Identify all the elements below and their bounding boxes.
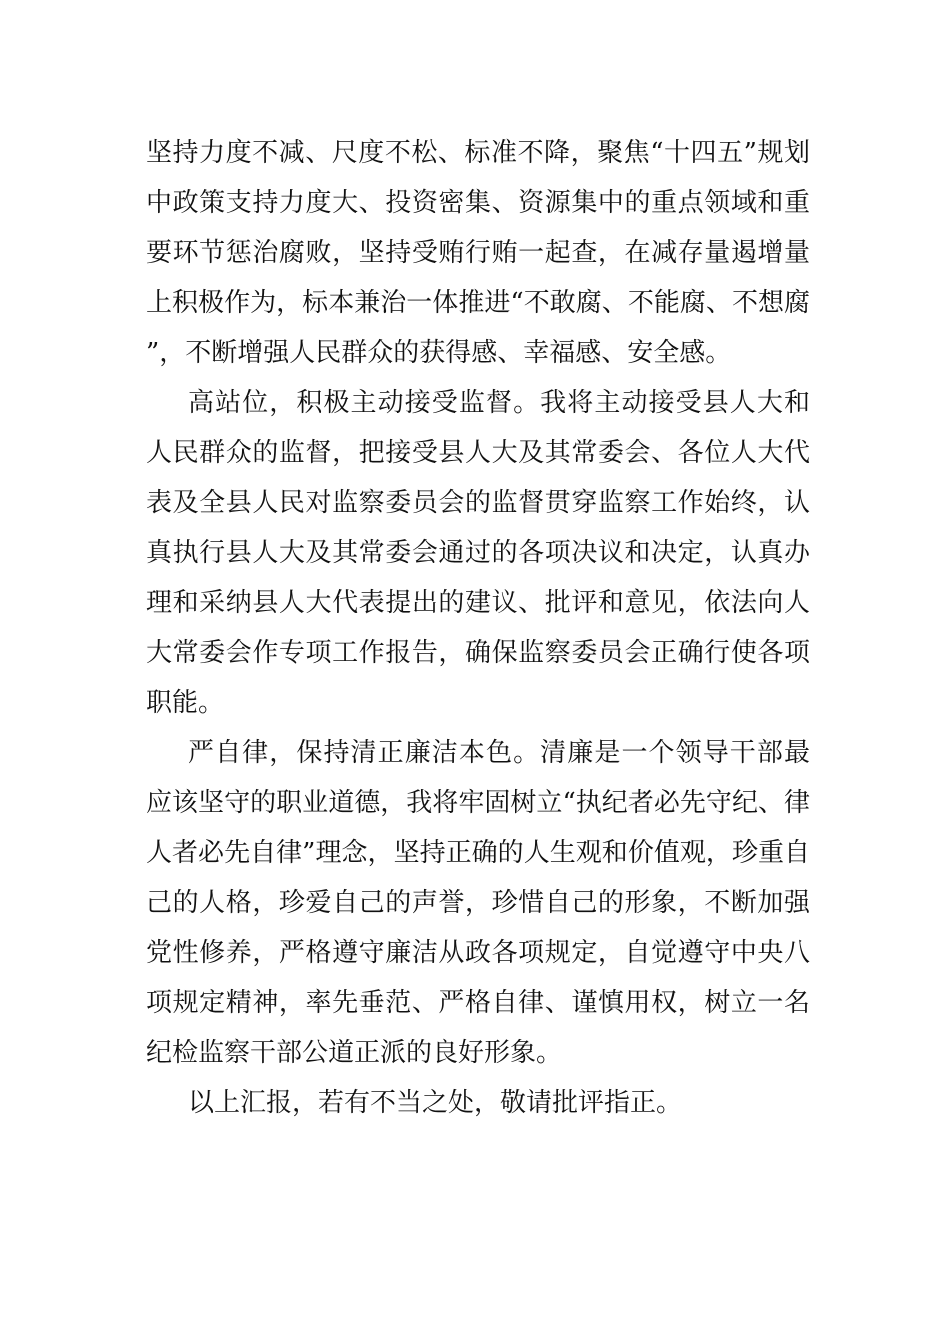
paragraph-accept-supervision: 高站位，积极主动接受监督。我将主动接受县人大和人民群众的监督，把接受县人大及其常委会、各位人大代表及全县人民对监察委员会的监督贯穿监察工作始终，认真执行县人大及其常委会通过的各项决议和决定，认真办理和采纳县人大代表提出的建议、批评和意见，依法向人大常委会作专项工作报告，确保监察委员会正确行使各项职能。	[146, 388, 810, 718]
paragraph-closing: 以上汇报，若有不当之处，敬请批评指正。	[188, 1088, 683, 1118]
paragraph-continuation: 坚持力度不减、尺度不松、标准不降，聚焦“十四五”规划中政策支持力度大、投资密集、资源集中的重点领域和重要环节惩治腐败，坚持受贿行贿一起查，在减存量遏增量上积极作为，标本兼治一体推进“不敢腐、不能腐、不想腐”，不断增强人民群众的获得感、幸福感、安全感。	[146, 138, 810, 368]
document-body	[146, 128, 810, 1128]
paragraph-self-discipline: 严自律，保持清正廉洁本色。清廉是一个领导干部最应该坚守的职业道德，我将牢固树立“执纪者必先守纪、律人者必先自律”理念，坚持正确的人生观和价值观，珍重自己的人格，珍爱自己的声誉，珍惜自己的形象，不断加强党性修养，严格遵守廉洁从政各项规定，自觉遵守中央八项规定精神，率先垂范、严格自律、谨慎用权，树立一名纪检监察干部公道正派的良好形象。	[146, 738, 810, 1068]
